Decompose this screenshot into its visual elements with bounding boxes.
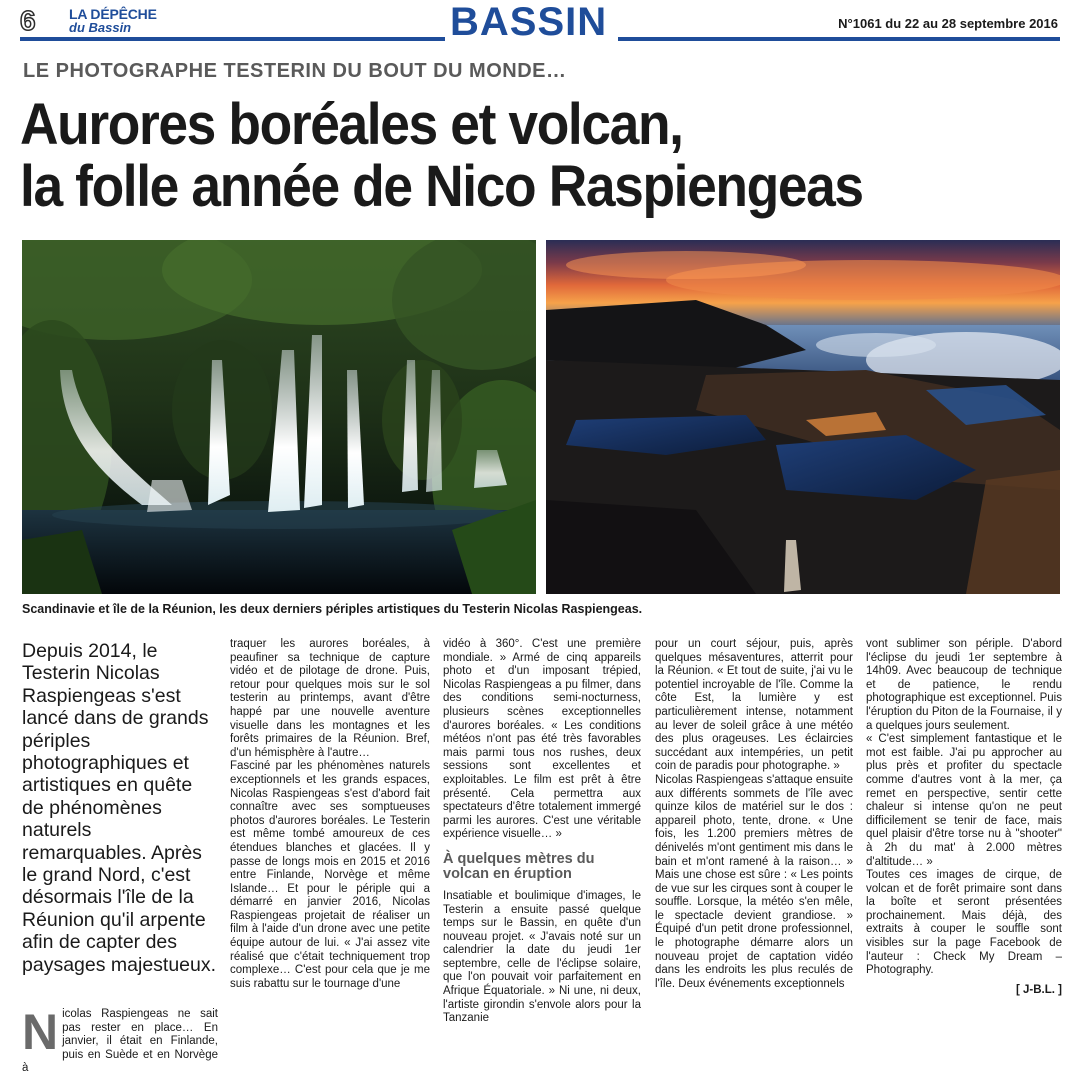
author-signature: [ J-B.L. ] (1016, 983, 1062, 996)
article-col4 (655, 638, 853, 991)
header-rule-left (20, 37, 445, 41)
article-col5 (866, 638, 1062, 997)
drop-cap: N (22, 1004, 59, 1060)
article-col1-body (22, 1004, 218, 1076)
headline-line2: la folle année de Nico Raspiengeas (20, 154, 863, 219)
col5-paragraph-2: « C'est simplement fantastique et le mot est faible. J'ai pu approcher au plus près et profiter du spectacle comme d'autres vont à la mer, ça remet en perspective, sentir cette chaleur si intense qu'on ne peut difficilement se tenir de face, mais quel plaisir d'être torse nu à "shooter" à 2h du mat' à 2.000 mètres d'altitude… » (866, 733, 1062, 868)
headline-line1: Aurores boréales et volcan, (20, 92, 683, 157)
col1-text: icolas Raspiengeas ne sait pas rester en place… En janvier, il était en Finlande, puis en Suède et en Norvège à (22, 1008, 218, 1075)
photo-caption: Scandinavie et île de la Réunion, les deux derniers périples artistiques du Testerin Nicolas Raspiengeas. (22, 602, 643, 616)
col2-paragraph-2: Fasciné par les phénomènes naturels exceptionnels et les grands espaces, Nicolas Raspiengeas s'est d'abord fait connaître avec ses somptueuses photos d'aurores boréales. Le Testerin est même tombé amoureux de ces étendues blanches et glacées. Il y passe de longs mois en 2015 et 2016 entre Finlande, Norvège et même Islande… Et pour le périple qui a démarré en janvier 2016, Nicolas Raspiengeas projetait de réaliser un film à l'aide d'un drone avec une petite équipe autour de lui. « J'ai assez vite réalisé que c'était techniquement trop complexe… C'est pour cela que je me suis rabattu sur le tournage d'une (230, 760, 430, 990)
col3-paragraph-2: Insatiable et boulimique d'images, le Testerin a ensuite passé quelque temps sur le Bassin, en quête d'un nouveau projet. « J'avais noté sur un calendrier la date du jeudi 1er septembre, celle de l'éclipse solaire, que l'on pouvait voir parfaitement en Afrique Équatoriale. » Ni une, ni deux, l'artiste girondin s'envole alors pour la Tanzanie (443, 889, 641, 1025)
article-kicker: LE PHOTOGRAPHE TESTERIN DU BOUT DU MONDE… (23, 60, 567, 82)
col4-paragraph-1: pour un court séjour, puis, après quelques mésaventures, atterrit pour la Réunion. « Et tout de suite, j'ai vu le potentiel incroyable de l'île. Comme la côte Est, la lumière y est particulièrement intense, notamment au lever de soleil grâce à une météo des plus orageuses. Les éclaircies succédant aux intempéries, un petit coin de paradis pour photographe. » (655, 638, 853, 773)
article-col2 (230, 638, 430, 991)
article-headline (20, 94, 863, 218)
article-col3 (443, 638, 641, 1026)
newspaper-logo (69, 8, 157, 34)
coast-sunset-photo (546, 240, 1060, 594)
logo-line2: du Bassin (69, 20, 132, 35)
logo-line1: LA DÉPÊCHE (69, 6, 157, 22)
col3-paragraph-1: vidéo à 360°. C'est une première mondiale. » Armé de cinq appareils photo et d'un imposant trépied, Nicolas Raspiengeas a pu filmer, dans des conditions semi-nocturness, plusieurs scènes exceptionnelles d'aurores boréales. « Les conditions météos n'ont pas été très favorables mais parmi tous nos rushes, deux sessions sont excellentes et exploitables. Le film est prêt à être présenté. Cela permettra aux spectateurs d'être totalement immergé parmi les aurores. C'est une véritable expérience visuelle… » (443, 638, 641, 841)
article-lead: Depuis 2014, le Testerin Nicolas Raspiengeas s'est lancé dans de grands périples photographiques et artistiques en quête de phénomènes naturels remarquables. Après le grand Nord, c'est désormais l'île de la Réunion qu'il arpente afin de capter des paysages majestueux. (22, 640, 217, 976)
col5-paragraph-1: vont sublimer son périple. D'abord l'éclipse du jeudi 1er septembre à 14h09. Avec beaucoup de technique et de patience, le rendu photographique est exceptionnel. Puis l'éruption du Piton de la Fournaise, il y a quelques jours seulement. (866, 638, 1062, 732)
header-rule-right (618, 37, 1060, 41)
page-number: 6 (20, 5, 36, 36)
issue-info: N°1061 du 22 au 28 septembre 2016 (838, 16, 1058, 31)
col5-paragraph-3: Toutes ces images de cirque, de volcan et de forêt primaire sont dans la boîte et seront présentées prochainement. Mais déjà, des extraits à couper le souffle sont visibles sur la page Facebook de l'auteur : Check My Dream – Photography. (866, 869, 1062, 977)
col4-paragraph-2: Nicolas Raspiengeas s'attaque ensuite aux différents sommets de l'île avec quinze kilos de matériel sur le dos : appareil photo, tente, drone. « Une fois, les 1.200 premiers mètres de dénivelés m'ont gentiment mis dans le bain et m'ont ramené à la raison… » Mais une chose est sûre : « Les points de vue sur les cirques sont à couper le souffle. Lorsque, la météo s'en mêle, le spectacle devient grandiose. » Équipé d'un petit drone professionnel, le photographe démarre alors un nouveau projet de captation vidéo dans les endroits les plus reculés de l'île. Deux événements exceptionnels (655, 773, 853, 990)
col2-paragraph-1: traquer les aurores boréales, à peaufiner sa technique de capture vidéo et de pilotage de drone. Puis, retour pour quelques mois sur le sol testerin au printemps, avant d'être happé par une nouvelle aventure visuelle dans les montagnes et les forêts primaires de la Réunion. Bref, d'un hémisphère à l'autre… (230, 638, 430, 759)
waterfall-photo (22, 240, 536, 594)
article-subhead: À quelques mètres du volcan en éruption (443, 850, 595, 882)
section-title: BASSIN (450, 0, 608, 44)
